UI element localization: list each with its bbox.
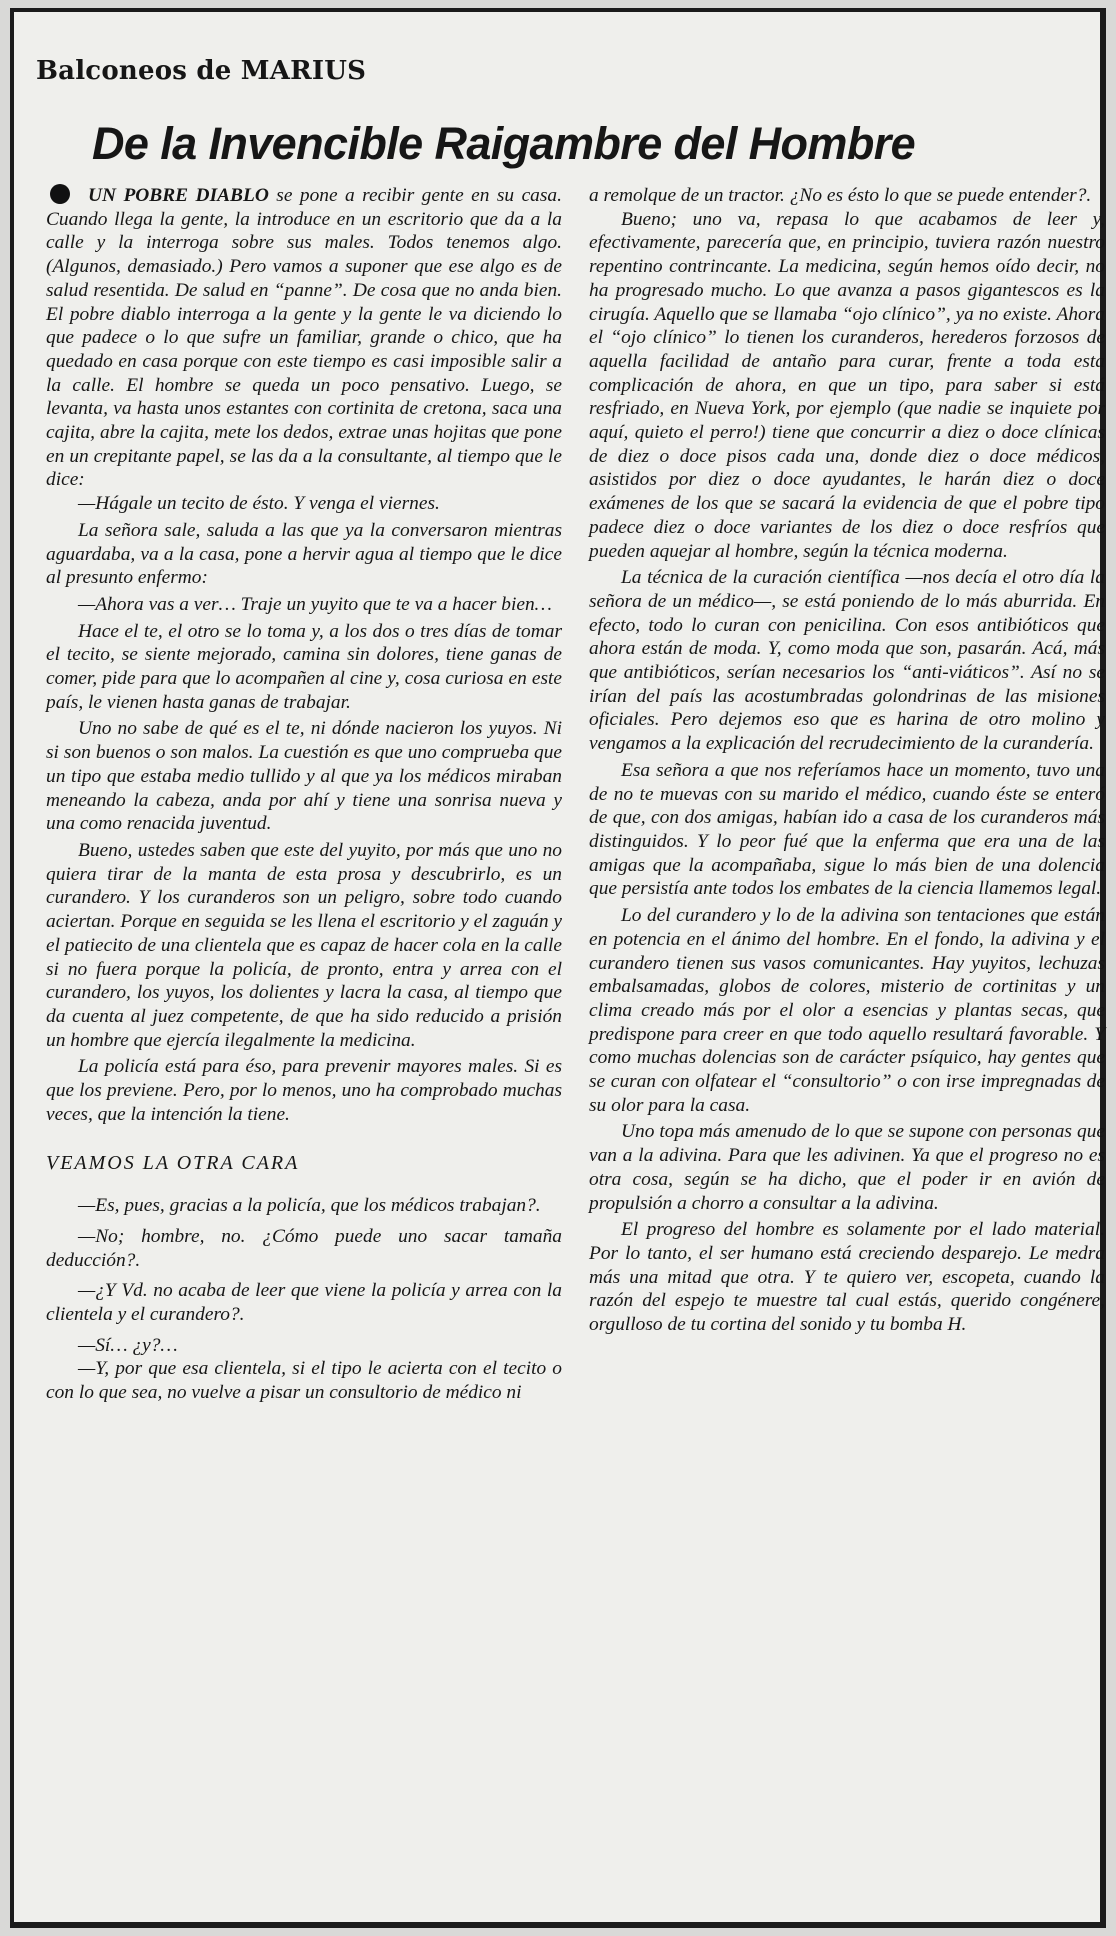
newspaper-clipping — [10, 8, 1106, 1928]
dialog-4: —Sí… ¿y?… — [78, 1334, 178, 1356]
paragraph-r6: El progreso del hombre es solamente por el lado material. Por lo tanto, el ser humano está creciendo desparejo. Le medra más una mitad que otra. Y te quiero ver, escopeta, cuando la razón del espejo te muestre tal cual estás, querido congénere, orgulloso de tu cortina del sonido y tu bomba H. — [589, 1219, 1105, 1336]
paragraph-4: —Ahora vas a ver… Traje un yuyito que te va a hacer bien… — [78, 593, 552, 615]
dialog-3: —¿Y Vd. no acaba de leer que viene la policía y arrea con la clientela y el curandero?. — [46, 1280, 562, 1325]
dialog-1: —Es, pues, gracias a la policía, que los médicos trabajan?. — [78, 1195, 541, 1217]
paragraph-1-text: se pone a recibir gente en su casa. Cuando llega la gente, la introduce en un escritorio que da a la calle y la interroga sobre sus males. Todos tenemos algo. (Algunos, demasiado.) Pero vamos a suponer que ese algo es de salud resentida. De salud en “panne”. De cosa que no anda bien. El pobre diablo interroga a la gente y la gente le va diciendo lo que padece o lo que sufre un familiar, grande o chico, que ha quedado en casa porque con este tiempo es casi imposible salir a la calle. El hombre se queda un poco pensativo. Luego, se levanta, va hasta unos estantes con cortinita de cretona, saca una cajita, abre la cajita, mete los dedos, extrae unas hojitas que pone en un crepitante papel, se las da a la consultante, al tiempo que le dice: — [46, 185, 562, 491]
right-column — [589, 184, 1105, 1337]
paragraph-1 — [46, 184, 562, 492]
kicker-prefix: Balconeos de — [36, 56, 232, 86]
paragraph-2: —Hágale un tecito de ésto. Y venga el viernes. — [78, 493, 440, 515]
paragraph-r3: Esa señora a que nos referíamos hace un momento, tuvo una de no te muevas con su marido el médico, cuando éste se enteró de que, con dos amigas, habían ido a casa de los curanderos más distinguidos. Y lo peor fué que la enferma que era una de las amigas que la acompañaba, sigue lo más bien de una dolencia que persistía ante todos los embates de la ciencia llamemos legal. — [589, 759, 1105, 900]
paragraph-r5: Uno topa más amenudo de lo que se supone con personas que van a la adivina. Para que les adivinen. Ya que el progreso no es otra cosa, según se ha dicho, que el poder ir en avión de propulsión a chorro a consultar a la adivina. — [589, 1121, 1105, 1214]
author-byline: MARIUS — [240, 56, 367, 86]
column-kicker — [36, 56, 366, 86]
paragraph-3: La señora sale, saluda a las que ya la conversaron mientras aguardaba, va a la casa, pone a hervir agua al tiempo que le dice al presunto enfermo: — [46, 519, 562, 589]
article-headline: De la Invencible Raigambre del Hombre — [92, 118, 916, 169]
paragraph-6: Uno no sabe de qué es el te, ni dónde nacieron los yuyos. Ni si son buenos o son malos. La cuestión es que uno comprueba que un tipo que estaba medio tullido y al que ya los médicos miraban meneando la cabeza, anda por ahí y tiene una sonrisa nueva y una como renacida juventud. — [46, 718, 562, 835]
paragraph-r4: Lo del curandero y lo de la adivina son tentaciones que están en potencia en el ánimo del hombre. En el fondo, la adivina y el curandero tienen sus vasos comunicantes. Hay yuyitos, lechuzas embalsamadas, globos de colores, misterio de cortinitas y un clima creado más por el olor a esencias y plantas secas, que predispone para creer en que todo aquello resultará favorable. Y como muchas dolencias son de carácter psíquico, hay gentes que se curan con olfatear el “consultorio” o con irse impregnadas de su olor para la casa. — [589, 905, 1105, 1116]
left-column — [46, 184, 562, 1405]
dialog-2: —No; hombre, no. ¿Cómo puede uno sacar tamaña deducción?. — [46, 1225, 562, 1271]
paragraph-8: La policía está para éso, para prevenir mayores males. Si es que los previene. Pero, por lo menos, uno ha comprobado muchas veces, que la intención la tiene. — [46, 1056, 562, 1125]
paragraph-r2: La técnica de la curación científica —nos decía el otro día la señora de un médico—, se está poniendo de lo más aburrida. En efecto, todo lo curan con penicilina. Con esos antibióticos que ahora están de moda. Y, como moda que son, pasarán. Acá, más que antibióticos, serían necesarios los “anti-viáticos”. Así no se irían del país las acostumbradas golondrinas de las misiones oficiales. Pero dejemos eso que es harina de otro molino y vengamos a la explicación del recrudecimiento de la curandería. — [589, 567, 1105, 755]
paragraph-r1: Bueno; uno va, repasa lo que acabamos de leer y, efectivamente, parecería que, en principio, tuviera razón nuestro repentino contrincante. La medicina, según hemos oído decir, no ha progresado mucho. Lo que avanza a pasos gigantescos es la cirugía. Aquello que se llamaba “ojo clínico”, ya no existe. Ahora el “ojo clínico” lo tienen los curanderos, herederos forzosos de aquella facilidad de antaño para curar, frente a toda esta complicación de ahora, en que un tipo, para saber si está resfriado, en Nueva York, por ejemplo (que nadie se inquiete por aquí, quieto el perro!) tiene que concurrir a diez o doce clínicas de diez o doce pisos cada una, donde diez o doce médicos, asistidos por diez o doce ayudantes, le harán diez o doce exámenes de los que se sacará la evidencia de que el pobre tipo padece diez o doce variantes de los diez o doce resfríos que pueden aquejar al hombre, según la técnica moderna. — [589, 208, 1105, 562]
dialog-5: —Y, por que esa clientela, si el tipo le acierta con el tecito o con lo que sea, no vuelve a pisar un consultorio de médico ni — [46, 1358, 562, 1404]
bullet-dot — [50, 184, 70, 204]
paragraph-5: Hace el te, el otro se lo toma y, a los dos o tres días de tomar el tecito, se siente mejorado, camina sin dolores, tiene ganas de comer, pide para que lo acompañen al cine y, cosa curiosa en este país, le vienen hasta ganas de trabajar. — [46, 620, 562, 713]
lead-phrase: UN POBRE DIABLO — [88, 185, 269, 206]
paragraph-7: Bueno, ustedes saben que este del yuyito, por más que uno no quiera tirar de la manta de esta prosa y descubrirlo, es un curandero. Y los curanderos son un peligro, sobre todo cuando aciertan. Porque en seguida se les llena el escritorio y el zaguán y el patiecito de una clientela que es capaz de hacer cola en la calle si no fuera porque la policía, de pronto, entra y arrea con el curandero, los yuyos, los dolientes y lacra la casa, al tiempo que da cuenta al juez competente, de que ha sido reducido a prisión un hombre que ejercía ilegalmente la medicina. — [46, 839, 562, 1051]
paragraph-continued: a remolque de un tractor. ¿No es ésto lo que se puede entender?. — [589, 185, 1092, 206]
subheading: VEAMOS LA OTRA CARA — [46, 1152, 300, 1175]
